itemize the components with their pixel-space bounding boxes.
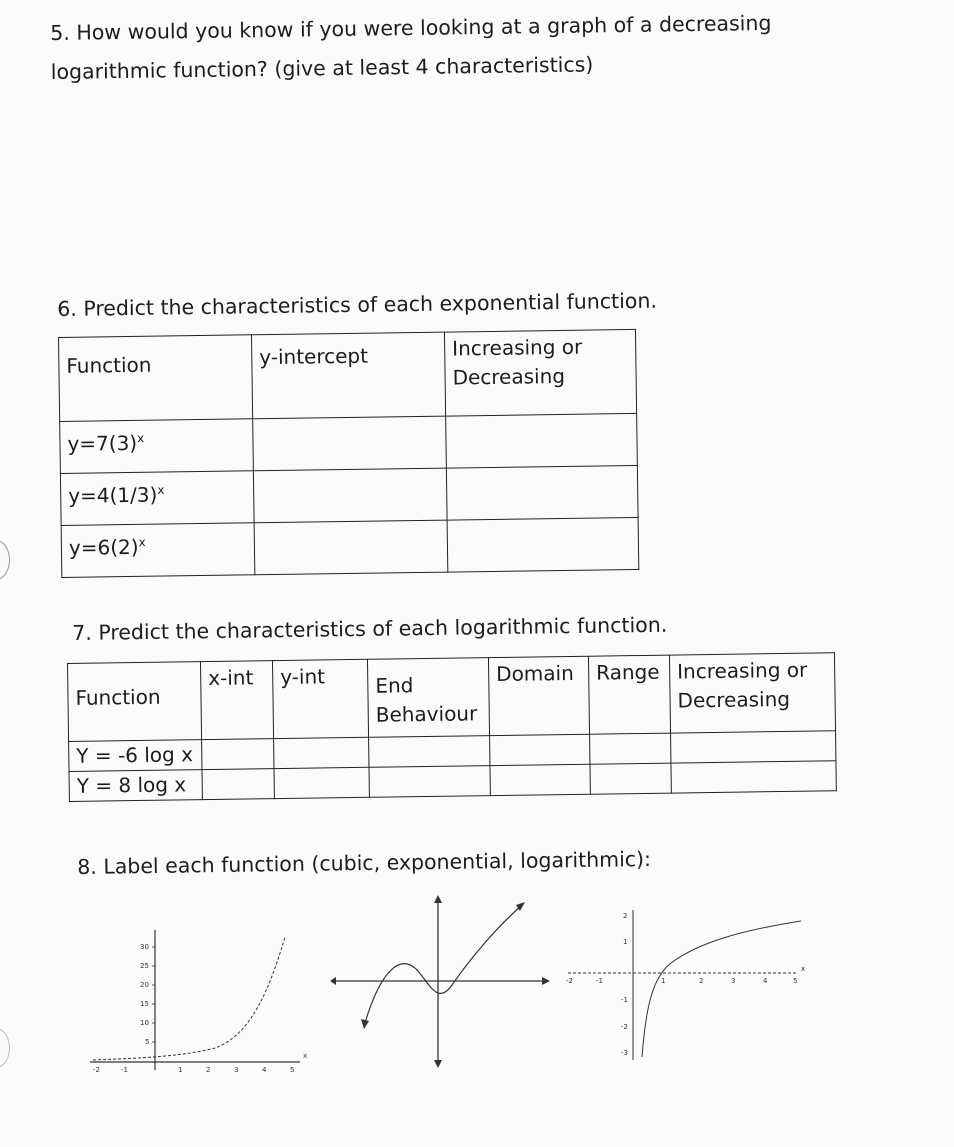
exponential-table-header (59, 329, 637, 421)
y-intercept-answer-cell[interactable] (253, 468, 447, 523)
y-tick-label: 1 (623, 938, 628, 946)
x-tick-label: 5 (290, 1066, 295, 1074)
increasing-decreasing-answer-cell[interactable] (446, 465, 638, 520)
table-row (60, 413, 638, 473)
header-end-behaviour: End Behaviour (367, 658, 489, 738)
graph-cubic (330, 893, 550, 1068)
table-row (61, 517, 639, 577)
x-tick-label: -1 (121, 1066, 128, 1074)
function-cell: Y = 8 log x (69, 770, 202, 802)
x-axis-left-arrow (330, 977, 336, 985)
question-5 (50, 3, 851, 92)
logarithmic-table (67, 652, 837, 802)
domain-answer-cell[interactable] (490, 764, 590, 795)
x-int-answer-cell[interactable] (202, 739, 274, 770)
question-7-text: Predict the characteristics of each logarithmic function. (98, 612, 668, 645)
y-tick-label: -3 (621, 1049, 628, 1057)
question-5-text: How would you know if you were looking at a graph of a decreasing logarithmic function? (give at least 4 characteristics) (50, 10, 772, 84)
y-tick-label: 30 (140, 943, 149, 951)
x-tick-label: 3 (731, 977, 736, 985)
y-tick-label: 25 (140, 962, 149, 970)
exponential-curve (93, 937, 285, 1060)
increasing-decreasing-answer-cell[interactable] (446, 413, 638, 468)
x-axis-label: x (801, 965, 806, 973)
y-intercept-answer-cell[interactable] (254, 520, 448, 575)
table-row (60, 465, 638, 525)
x-tick-label: 2 (699, 977, 704, 985)
header-y-int: y-int (272, 659, 368, 738)
y-tick-label: 5 (145, 1038, 150, 1046)
function-cell: $y=7(3)^x$ (60, 419, 254, 474)
header-x-int: x-int (200, 661, 273, 740)
y-tick-label: 10 (140, 1019, 149, 1027)
logarithmic-table-header (68, 653, 836, 742)
exponential-table (58, 329, 639, 578)
y-axis-up-arrow (434, 895, 442, 903)
end-behaviour-answer-cell[interactable] (369, 766, 490, 798)
question-7 (72, 606, 668, 653)
question-5-number: 5. (50, 20, 70, 45)
logarithmic-curve (642, 921, 801, 1057)
end-behaviour-answer-cell[interactable] (369, 736, 490, 768)
x-tick-label: 1 (178, 1066, 183, 1074)
y-tick-label: 20 (140, 981, 149, 989)
function-cell: $y=4(1/3)^x$ (60, 471, 254, 526)
domain-answer-cell[interactable] (490, 734, 590, 765)
y-tick-label: 15 (140, 1000, 149, 1008)
x-tick-label: -2 (93, 1066, 100, 1074)
x-tick-label: 4 (763, 977, 768, 985)
question-6-number: 6. (57, 296, 77, 321)
x-axis-label: x (303, 1052, 308, 1060)
y-intercept-answer-cell[interactable] (253, 416, 447, 471)
range-answer-cell[interactable] (590, 763, 671, 794)
question-7-number: 7. (72, 620, 92, 645)
punch-hole-edge (0, 540, 10, 580)
curve-start-arrow (361, 1019, 369, 1029)
increasing-decreasing-answer-cell[interactable] (447, 517, 639, 572)
header-function: Function (59, 335, 253, 422)
range-answer-cell[interactable] (590, 733, 671, 764)
function-cell: $y=6(2)^x$ (61, 523, 255, 578)
x-int-answer-cell[interactable] (202, 769, 274, 800)
question-8-number: 8. (77, 854, 97, 879)
x-tick-label: 5 (793, 977, 798, 985)
header-range: Range (588, 655, 670, 734)
x-tick-label: -2 (566, 977, 573, 985)
function-cell: Y = -6 log x (69, 740, 202, 772)
y-int-answer-cell[interactable] (274, 767, 369, 798)
x-tick-label: -1 (596, 977, 603, 985)
header-increasing-decreasing: Increasing or Decreasing (669, 653, 835, 733)
y-int-answer-cell[interactable] (274, 737, 369, 768)
x-tick-label: 1 (661, 977, 666, 985)
y-axis-down-arrow (434, 1060, 442, 1068)
y-tick-label: 2 (623, 912, 628, 920)
header-domain: Domain (488, 656, 589, 735)
question-6 (57, 282, 657, 329)
punch-hole-edge (0, 1028, 10, 1068)
increasing-decreasing-answer-cell[interactable] (671, 761, 836, 793)
graph-logarithmic (563, 905, 808, 1065)
increasing-decreasing-answer-cell[interactable] (671, 731, 836, 763)
header-function: Function (68, 662, 202, 742)
x-axis-right-arrow (542, 977, 550, 985)
question-8-text: Label each function (cubic, exponential, logarithmic): (103, 846, 652, 879)
cubic-curve (365, 905, 522, 1023)
question-8 (77, 840, 651, 887)
question-6-text: Predict the characteristics of each exponential function. (83, 288, 658, 321)
x-tick-label: 2 (206, 1066, 211, 1074)
header-increasing-decreasing: Increasing or Decreasing (444, 329, 636, 416)
x-tick-label: 4 (262, 1066, 267, 1074)
y-tick-label: -2 (621, 1023, 628, 1031)
header-y-intercept: y-intercept (251, 332, 445, 419)
x-tick-label: 3 (234, 1066, 239, 1074)
y-tick-label: -1 (621, 996, 628, 1004)
graph-exponential (85, 925, 310, 1080)
